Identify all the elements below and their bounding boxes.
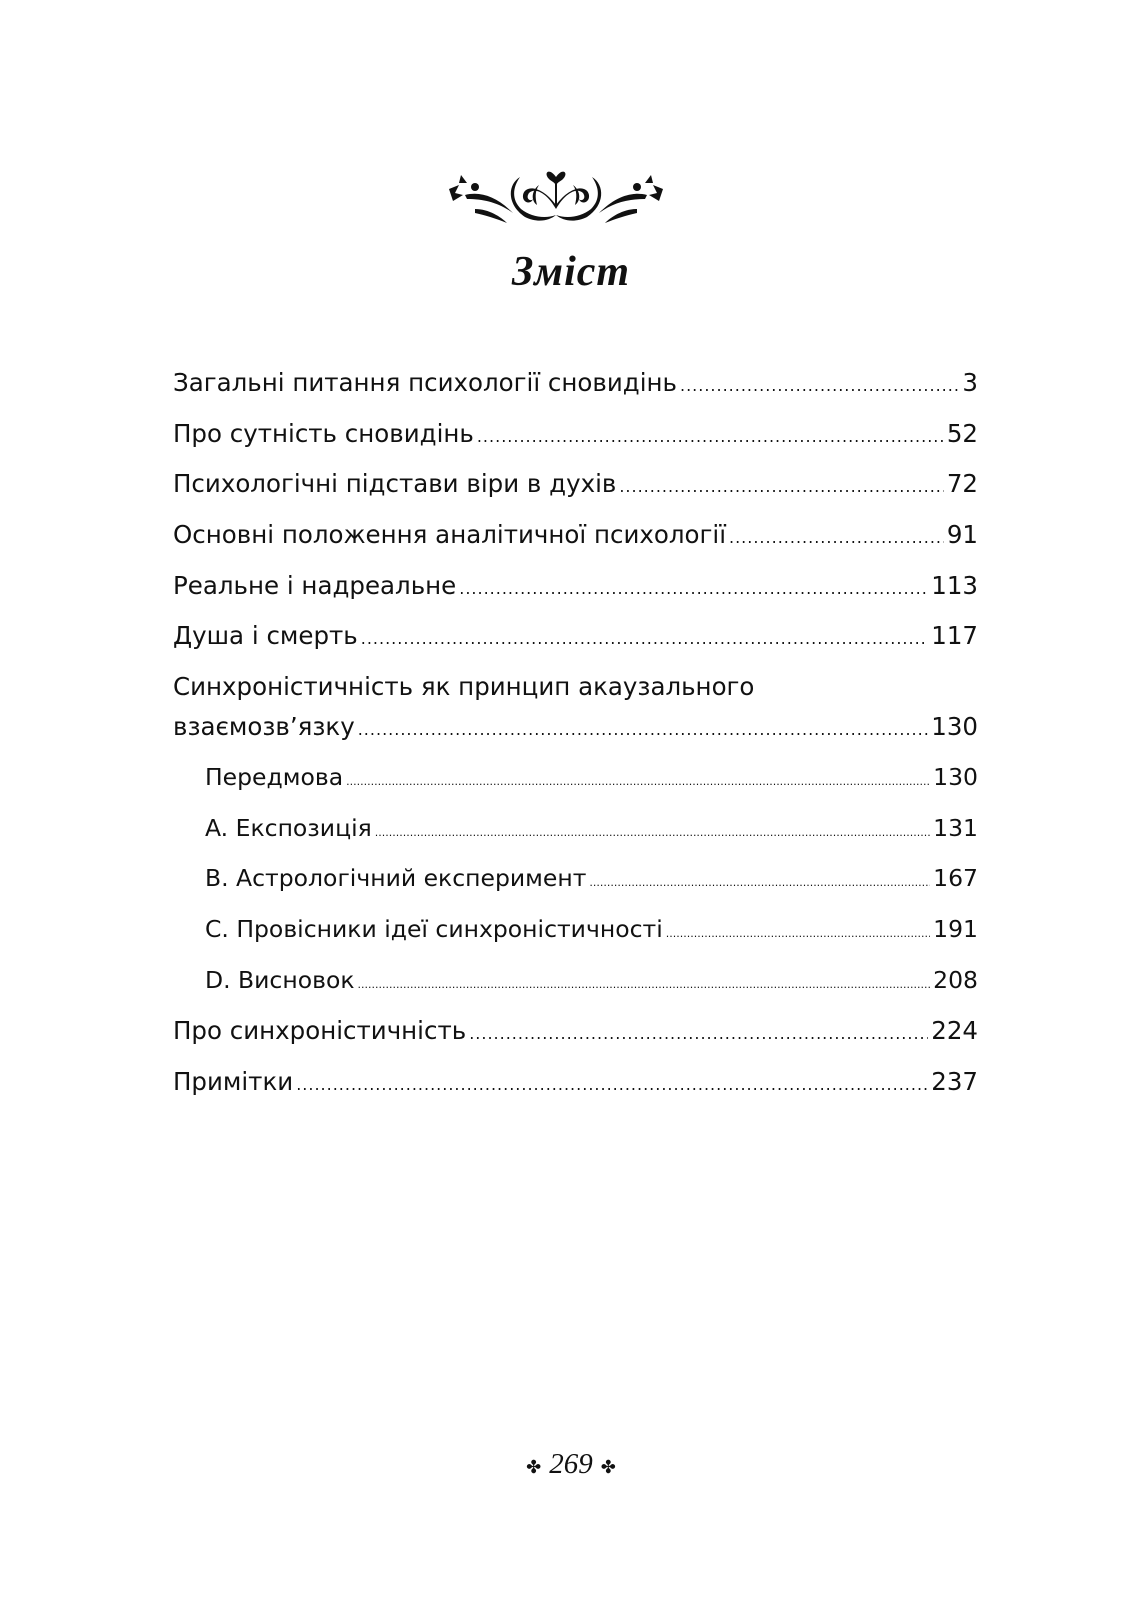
toc-entry-label: C. Провісники ідеї синхроністичності (205, 914, 663, 943)
page-footer (0, 1448, 1142, 1481)
toc-entry (173, 571, 978, 622)
toc-subentry (173, 864, 978, 915)
toc-entry-page: 130 (933, 762, 978, 791)
toc-entry-label: Про синхроністичність (173, 1016, 467, 1046)
toc-entry-page: 130 (931, 712, 978, 742)
toc-entry-page: 191 (933, 914, 978, 943)
toc-entry (173, 712, 978, 763)
toc-entry-label: Про сутність сновидінь (173, 418, 474, 448)
dot-leader (619, 477, 944, 496)
toc-entry-page: 3 (962, 368, 978, 397)
footer-ornament-right-icon: ✤ (600, 1457, 616, 1477)
toc-subentry (173, 966, 978, 1017)
toc-entry (173, 1067, 978, 1118)
toc-entry-label: Синхроністичність як принцип акаузального (173, 672, 755, 702)
toc-entry (173, 419, 978, 470)
dot-leader (358, 720, 929, 739)
dot-leader (729, 528, 944, 547)
toc-entry-label: Реальне і надреальне (173, 570, 457, 600)
decorative-ornament (445, 165, 667, 230)
toc-entry-label: Психологічні підстави віри в духів (173, 469, 617, 499)
dot-leader (346, 775, 930, 788)
toc-entry-label: D. Висновок (205, 965, 355, 994)
dot-leader (469, 1024, 928, 1043)
toc-entry-page: 113 (931, 570, 978, 600)
dot-leader (666, 927, 930, 940)
toc-entry-page: 117 (931, 621, 978, 651)
toc-entry (173, 469, 978, 520)
page-title: Зміст (511, 249, 631, 295)
page-number: 269 (549, 1448, 593, 1480)
dot-leader (477, 427, 944, 446)
toc-entry (173, 621, 978, 672)
dot-leader (296, 1075, 928, 1094)
dot-leader (589, 876, 930, 889)
toc-entry-page: 208 (933, 965, 978, 994)
toc-entry (173, 1016, 978, 1067)
toc-entry-label: Загальні питання психології сновидінь (173, 368, 677, 397)
toc-entry-label: A. Експозиція (205, 813, 372, 842)
toc-subentry (173, 915, 978, 966)
toc-entry-page: 72 (946, 469, 978, 499)
dot-leader (375, 826, 930, 839)
toc-entry-page: 224 (931, 1016, 978, 1046)
footer-ornament-left-icon: ✤ (526, 1457, 542, 1477)
dot-leader (680, 376, 959, 395)
dot-leader (361, 629, 928, 648)
dot-leader (358, 978, 931, 991)
table-of-contents (173, 368, 978, 1118)
toc-entry-label: B. Астрологічний експеримент (205, 864, 587, 893)
toc-entry (173, 368, 978, 419)
toc-entry-page: 237 (931, 1066, 978, 1096)
toc-entry-label: Передмова (205, 762, 344, 791)
toc-entry-page: 91 (946, 520, 978, 550)
toc-entry-label: Основні положення аналітичної психології (173, 520, 726, 550)
toc-subentry (173, 814, 978, 865)
toc-entry-first-line (173, 672, 978, 712)
dot-leader (459, 579, 928, 598)
toc-entry (173, 520, 978, 571)
toc-entry-page: 167 (933, 864, 978, 893)
toc-entry-label: Душа і смерть (173, 621, 358, 651)
toc-entry-label: Примітки (173, 1066, 294, 1096)
toc-subentry (173, 763, 978, 814)
toc-entry-page: 52 (946, 418, 978, 448)
toc-entry-label: взаємозв’язку (173, 712, 355, 742)
toc-entry-page: 131 (933, 813, 978, 842)
